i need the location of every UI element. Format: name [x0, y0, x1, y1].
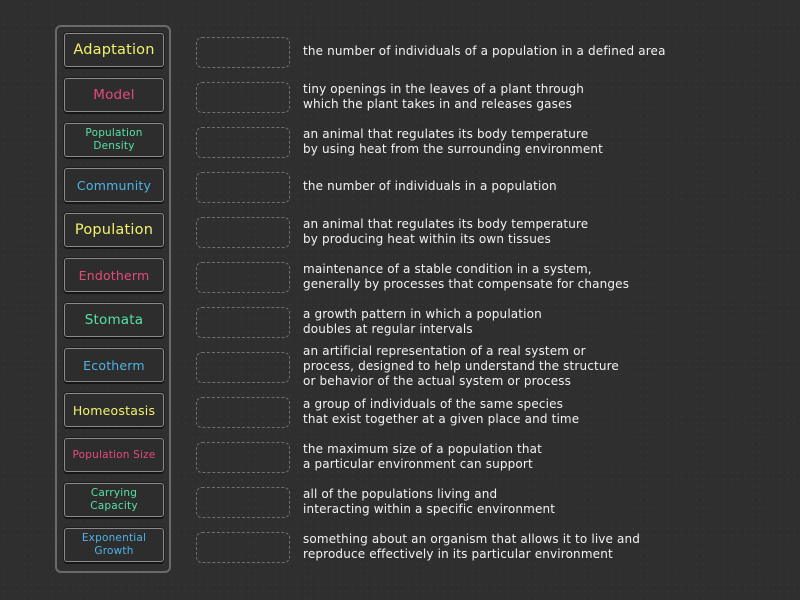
definition-text: maintenance of a stable condition in a system, generally by processes that compensate for changes: [303, 262, 630, 291]
drop-slot[interactable]: [196, 307, 290, 338]
term-tile-population[interactable]: [64, 213, 164, 247]
definition-text: an animal that regulates its body temperature by using heat from the surrounding environment: [303, 127, 603, 156]
drop-slot[interactable]: [196, 397, 290, 428]
term-label: Stomata: [84, 312, 144, 328]
definition-text: tiny openings in the leaves of a plant through which the plant takes in and releases gases: [303, 82, 585, 111]
definition-text: the number of individuals in a population: [303, 179, 557, 193]
definition-text: a group of individuals of the same species that exist together at a given place and time: [303, 397, 580, 426]
term-tile-endotherm[interactable]: [64, 258, 164, 292]
term-tile-carrying-capacity[interactable]: [64, 483, 164, 517]
term-tile-adaptation[interactable]: [64, 33, 164, 67]
drop-slot[interactable]: [196, 82, 290, 113]
term-label: Carrying Capacity: [90, 487, 138, 512]
term-tile-population-size[interactable]: [64, 438, 164, 472]
term-tile-model[interactable]: [64, 78, 164, 112]
definition-text: a growth pattern in which a population doubles at regular intervals: [303, 307, 542, 336]
drop-slot[interactable]: [196, 217, 290, 248]
definition-text: the number of individuals of a population in a defined area: [303, 44, 666, 58]
definition-text: the maximum size of a population that a particular environment can support: [303, 442, 543, 471]
term-label: Population Size: [72, 449, 156, 461]
term-label: Adaptation: [73, 42, 155, 58]
drop-slot[interactable]: [196, 487, 290, 518]
term-label: Community: [76, 177, 152, 193]
term-tile-population-density[interactable]: [64, 123, 164, 157]
term-label: Population: [74, 222, 154, 238]
drop-slot[interactable]: [196, 532, 290, 563]
definition-text: an artificial representation of a real system or process, designed to help understand the structure or behavior of the actual system or process: [303, 344, 619, 388]
drop-slot[interactable]: [196, 442, 290, 473]
term-label: Model: [93, 87, 135, 103]
term-label: Ecotherm: [83, 357, 145, 373]
drop-slot[interactable]: [196, 172, 290, 203]
term-tile-exponential-growth[interactable]: [64, 528, 164, 562]
definition-text: something about an organism that allows it to live and reproduce effectively in its particular environment: [303, 532, 641, 561]
term-label: Population Density: [85, 127, 143, 152]
drop-slot[interactable]: [196, 37, 290, 68]
term-tile-ecotherm[interactable]: [64, 348, 164, 382]
term-label: Endotherm: [78, 267, 150, 283]
definition-text: all of the populations living and interacting within a specific environment: [303, 487, 556, 516]
term-tile-community[interactable]: [64, 168, 164, 202]
drop-slot[interactable]: [196, 262, 290, 293]
term-tile-homeostasis[interactable]: [64, 393, 164, 427]
definition-text: an animal that regulates its body temperature by producing heat within its own tissues: [303, 217, 589, 246]
drop-slot[interactable]: [196, 352, 290, 383]
term-label: Homeostasis: [72, 402, 156, 418]
term-tile-stomata[interactable]: [64, 303, 164, 337]
term-label: Exponential Growth: [81, 532, 147, 557]
drop-slot[interactable]: [196, 127, 290, 158]
